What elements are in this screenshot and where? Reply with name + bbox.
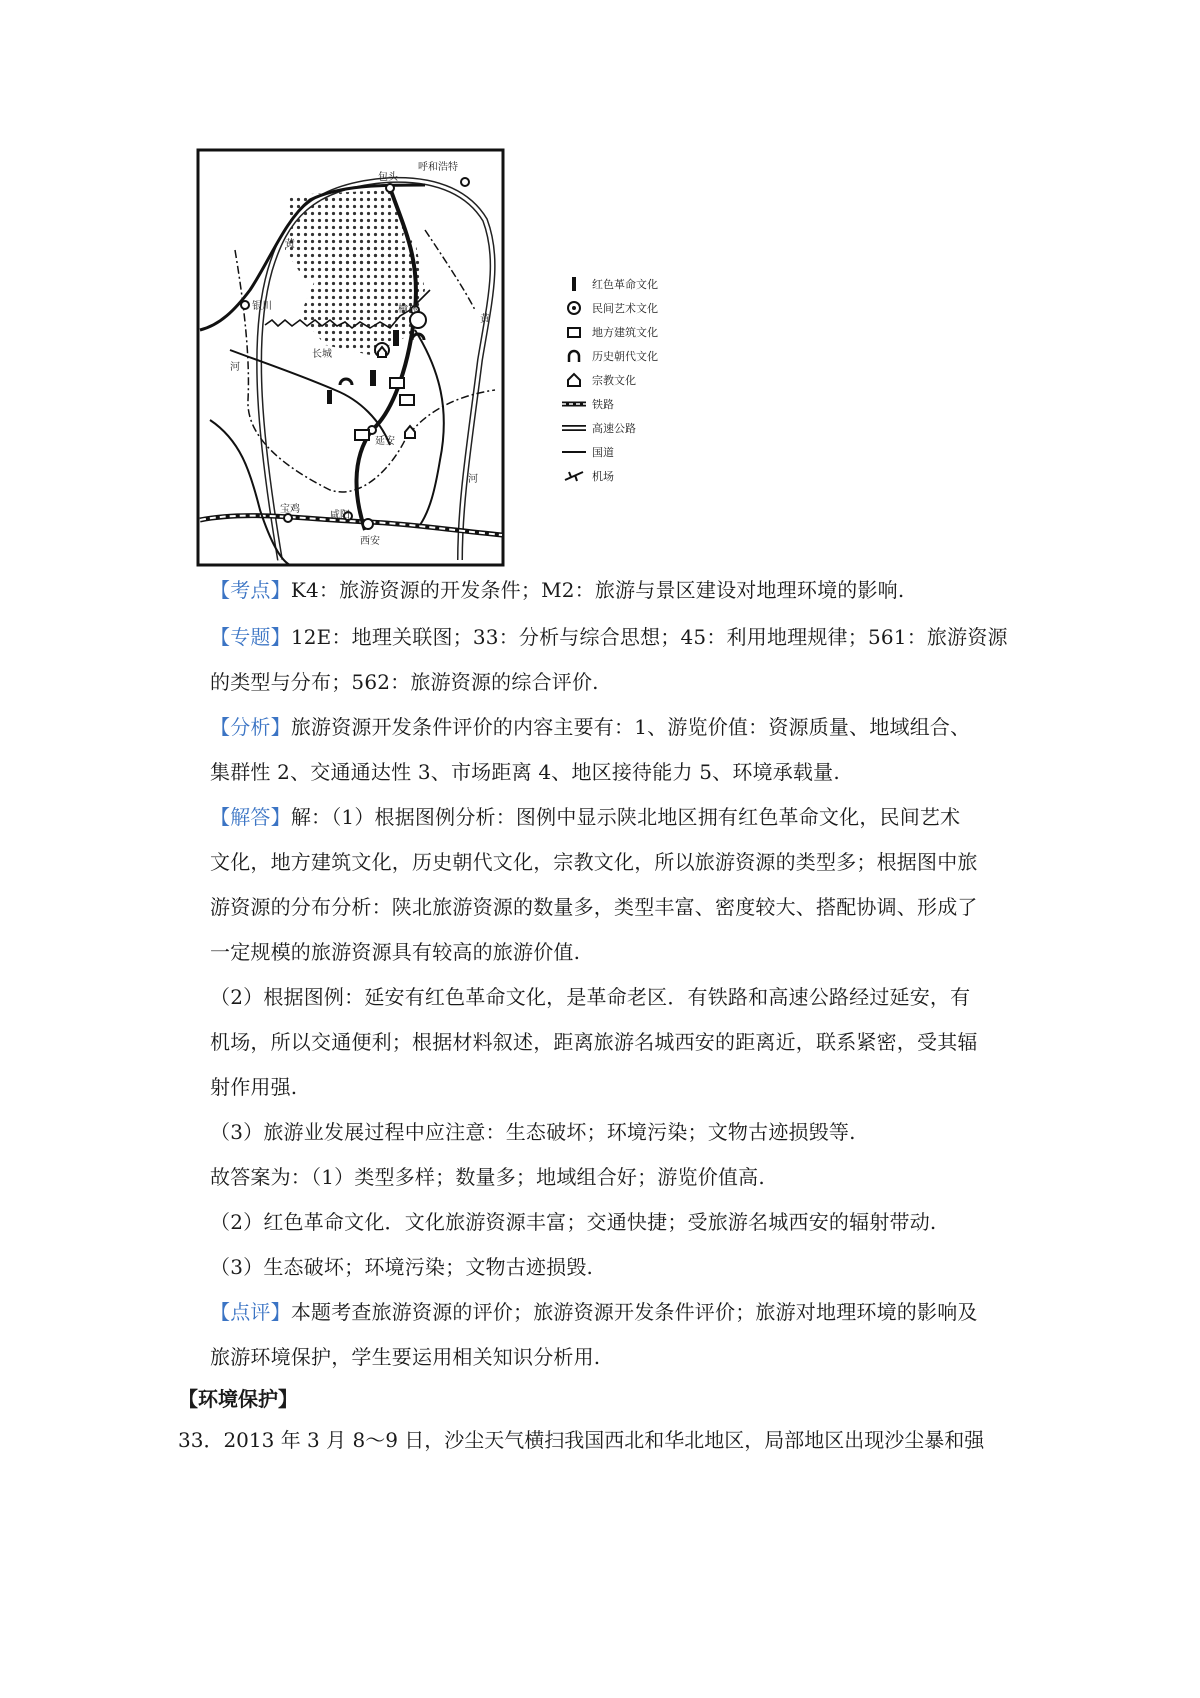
legend-label: 铁路	[592, 398, 614, 411]
legend-item	[560, 464, 710, 488]
map-label-baoji: 宝鸡	[280, 504, 300, 515]
monument-icon	[370, 370, 376, 386]
legend-item	[560, 272, 710, 296]
national-road-icon	[560, 443, 588, 461]
building-icon	[560, 323, 588, 341]
arch-icon	[340, 379, 352, 385]
map-label-huhehaote: 呼和浩特	[418, 162, 458, 173]
temple-icon	[405, 426, 415, 438]
map-label-yanan: 延安	[375, 436, 395, 447]
jieda-line: （3）旅游业发展过程中应注意：生态破坏；环境污染；文物古迹损毁等.	[210, 1120, 856, 1144]
arch-icon	[412, 334, 424, 340]
railway-icon	[560, 395, 588, 413]
legend-item	[560, 320, 710, 344]
kaodian-paragraph	[210, 568, 1040, 613]
dianping-line: 本题考查旅游资源的评价；旅游资源开发条件评价；旅游对地理环境的影响及	[290, 1300, 978, 1324]
jieda-line: 解：（1）根据图例分析：图例中显示陕北地区拥有红色革命文化，民间艺术	[290, 805, 961, 829]
legend-label: 历史朝代文化	[592, 350, 658, 363]
map-legend	[560, 272, 710, 488]
fenxi-line: 集群性 2、交通通达性 3、市场距离 4、地区接待能力 5、环境承载量.	[210, 760, 840, 784]
map-label-he-east: 河	[468, 474, 478, 485]
airport-icon	[560, 467, 588, 485]
legend-item	[560, 368, 710, 392]
zhuanti-line: 的类型与分布；562：旅游资源的综合评价.	[210, 670, 599, 694]
jieda-line: 机场，所以交通便利；根据材料叙述，距离旅游名城西安的距离近，联系紧密，受其辐	[210, 1030, 978, 1054]
building-icon	[390, 378, 404, 388]
dianping-line: 旅游环境保护，学生要运用相关知识分析用.	[210, 1345, 601, 1369]
dianping-paragraph	[210, 1290, 1040, 1380]
kaodian-tag: 【考点】	[210, 578, 291, 602]
map-label-xianyang: 咸阳	[330, 510, 350, 521]
jieda-line: （2）根据图例：延安有红色革命文化，是革命老区．有铁路和高速公路经过延安，有	[210, 985, 971, 1009]
legend-item	[560, 392, 710, 416]
map-label-baotou: 包头	[378, 172, 398, 183]
legend-label: 机场	[592, 470, 614, 483]
kaodian-text: K4：旅游资源的开发条件；M2：旅游与景区建设对地理环境的影响.	[290, 578, 905, 602]
legend-label: 民间艺术文化	[592, 302, 658, 315]
city-marker-baoji	[284, 514, 292, 522]
arch-icon	[560, 347, 588, 365]
city-marker-baotou	[386, 184, 394, 192]
city-marker-huhehaote	[461, 178, 469, 186]
zhuanti-line: 12E：地理关联图；33：分析与综合思想；45：利用地理规律；561：旅游资源	[290, 625, 1008, 649]
map-label-yulin: 榆林	[398, 304, 418, 315]
legend-label: 地方建筑文化	[592, 326, 658, 339]
section-heading: 【环境保护】	[178, 1387, 298, 1411]
legend-label: 高速公路	[592, 422, 636, 435]
map-label-xian: 西安	[360, 536, 380, 547]
legend-item	[560, 344, 710, 368]
map-label-huang-east: 黄	[480, 314, 490, 325]
map-label-huang-north: 黄	[285, 239, 295, 250]
legend-item	[560, 440, 710, 464]
legend-label: 宗教文化	[592, 374, 636, 387]
fenxi-tag: 【分析】	[210, 715, 291, 739]
fenxi-line: 旅游资源开发条件评价的内容主要有：1、游览价值：资源质量、地域组合、	[290, 715, 971, 739]
temple-icon	[560, 371, 588, 389]
answer-line: （3）生态破坏；环境污染；文物古迹损毁.	[210, 1255, 594, 1279]
jieda-line: 一定规模的旅游资源具有较高的旅游价值.	[210, 940, 581, 964]
monument-icon	[393, 330, 399, 346]
folk-art-icon	[560, 299, 588, 317]
jieda-line: 文化，地方建筑文化，历史朝代文化，宗教文化，所以旅游资源的类型多；根据图中旅	[210, 850, 978, 874]
zhuanti-paragraph	[210, 615, 1040, 705]
jieda-paragraph	[210, 795, 1040, 1290]
building-icon	[355, 430, 369, 440]
map-label-he-west: 河	[230, 362, 240, 373]
jieda-line: 游资源的分布分析：陕北旅游资源的数量多，类型丰富、密度较大、搭配协调、形成了	[210, 895, 978, 919]
answer-line: 故答案为：（1）类型多样；数量多；地域组合好；游览价值高.	[210, 1165, 765, 1189]
zhuanti-tag: 【专题】	[210, 625, 291, 649]
question-33: 33．2013 年 3 月 8～9 日，沙尘天气横扫我国西北和华北地区，局部地区出现沙尘暴和强	[178, 1428, 985, 1452]
monument-icon	[327, 390, 332, 404]
legend-item	[560, 416, 710, 440]
legend-label: 红色革命文化	[592, 278, 658, 291]
city-marker-xian	[363, 519, 373, 529]
dianping-tag: 【点评】	[210, 1300, 291, 1324]
legend-label: 国道	[592, 446, 614, 459]
legend-item	[560, 296, 710, 320]
jieda-line: 射作用强.	[210, 1075, 298, 1099]
jieda-tag: 【解答】	[210, 805, 291, 829]
city-marker-yinchuan	[241, 301, 249, 309]
highway-icon	[560, 419, 588, 437]
map-label-great-wall: 长城	[312, 349, 332, 360]
answer-line: （2）红色革命文化．文化旅游资源丰富；交通快捷；受旅游名城西安的辐射带动.	[210, 1210, 937, 1234]
map-label-yinchuan: 银川	[252, 301, 272, 312]
building-icon	[400, 395, 414, 405]
fenxi-paragraph	[210, 705, 1040, 795]
monument-icon	[560, 275, 588, 293]
